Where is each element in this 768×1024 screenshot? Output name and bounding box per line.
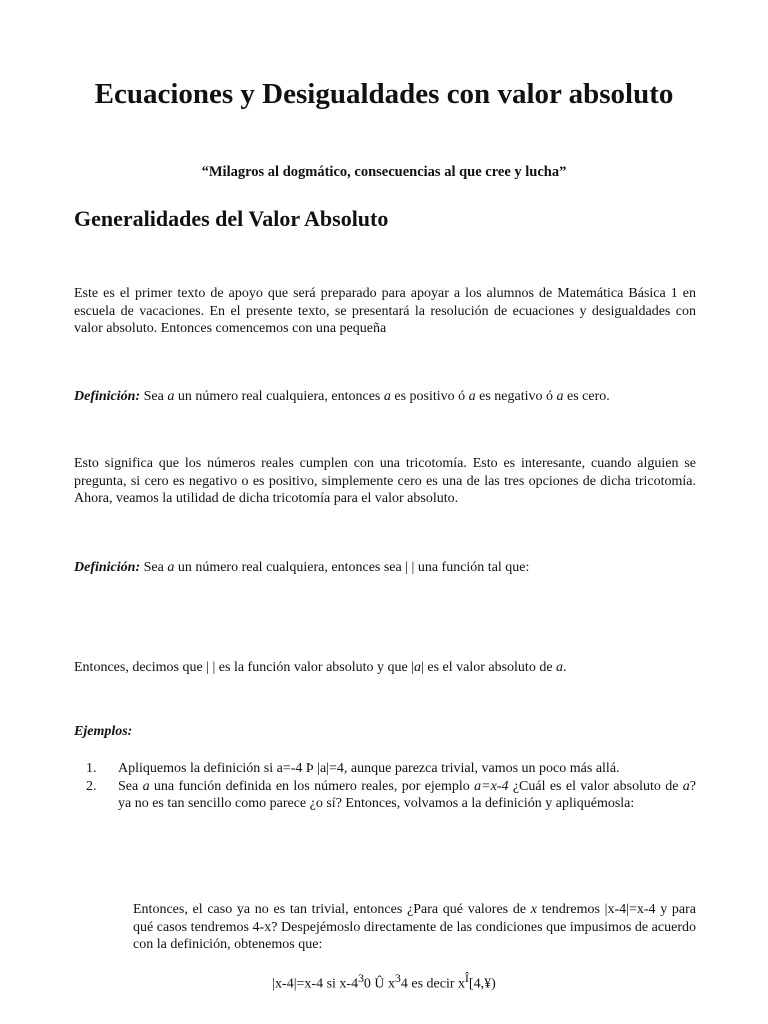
formula-superscript: 3 (395, 972, 401, 985)
tricotomia-paragraph: Esto significa que los números reales cumplen con una tricotomía. Esto es interesante, cuando alguien se pregunta, si cero es negativo o es positivo, simplemente cero es una de las tres opciones de dicha tricotomía. Ahora, veamos la utilidad de dicha tricotomía para el valor absoluto. (74, 456, 696, 506)
definition-text: es cero. (563, 389, 610, 404)
list-number: 2. (86, 778, 97, 794)
formula-text: |x-4|=x-4 si x-4 (272, 976, 359, 992)
statement-text: | es el valor absoluto de (421, 660, 557, 675)
definition-2 (74, 559, 696, 577)
variable-a: a (383, 389, 391, 404)
formula-superscript: 3 (358, 972, 364, 985)
list-item (74, 778, 696, 813)
variable-a: a (556, 660, 564, 675)
formula-text: [4,¥) (468, 976, 496, 992)
document-title: Ecuaciones y Desigualdades con valor absoluto (94, 78, 674, 110)
statement-text: Entonces, decimos que | | es la función valor absoluto y que | (74, 660, 415, 675)
formula-superscript: Î (465, 972, 469, 985)
intro-paragraph: Este es el primer texto de apoyo que será preparado para apoyar a los alumnos de Matemática Básica 1 en escuela de vacaciones. En el presente texto, se presentará la resolución de ecuaciones y desigualdades con valor absoluto. Entonces comencemos con una pequeña (74, 286, 696, 336)
section-heading: Generalidades del Valor Absoluto (74, 206, 389, 231)
variable-a: a (167, 560, 175, 575)
formula-line (0, 972, 768, 993)
definition-text: un número real cualquiera, entonces (174, 389, 384, 404)
case-paragraph (133, 901, 696, 954)
definition-text: Sea (140, 560, 168, 575)
definition-label: Definición: (74, 389, 141, 404)
examples-list (74, 760, 696, 813)
definition-text: Sea (140, 389, 168, 404)
list-number: 1. (86, 761, 97, 776)
example-text: Sea (118, 778, 143, 794)
examples-heading: Ejemplos: (74, 724, 133, 739)
example-expression: a=x-4 (474, 778, 509, 794)
example-text: ? ya no es tan sencillo como parece ¿o sí? Entonces, volvamos a la definición y apliquémosla: (118, 778, 696, 811)
example-text: ¿Cuál es el valor absoluto de (508, 778, 683, 794)
epigraph-quote: “Milagros al dogmático, consecuencias al que cree y lucha” (201, 164, 567, 180)
variable-x: x (530, 902, 537, 917)
example-text: una función definida en los número reales, por ejemplo (149, 778, 475, 794)
formula-text: 4 es decir x (400, 976, 466, 992)
definition-text: es positivo ó (390, 389, 469, 404)
example-text: Apliquemos la definición si a=-4 Þ |a|=4, aunque parezca trivial, vamos un poco más allá. (118, 761, 620, 776)
variable-a: a (556, 389, 564, 404)
variable-a: a (468, 389, 476, 404)
variable-a: a (414, 660, 422, 675)
list-item (74, 760, 696, 778)
definition-text: es negativo ó (475, 389, 557, 404)
definition-text: un número real cualquiera, entonces sea | | una función tal que: (174, 560, 530, 575)
formula-text: 0 Û x (363, 976, 396, 992)
statement-text: . (563, 660, 567, 675)
case-text: Entonces, el caso ya no es tan trivial, entonces ¿Para qué valores de (133, 902, 531, 917)
variable-a: a (682, 778, 690, 794)
case-text: tendremos |x-4|=x-4 y para qué casos tendremos 4-x? Despejémoslo directamente de las condiciones que impusimos de acuerdo con la definición, obtenemos que: (133, 902, 697, 952)
definition-1 (74, 388, 696, 406)
absolute-value-statement (74, 659, 696, 677)
variable-a: a (167, 389, 175, 404)
definition-label: Definición: (74, 560, 141, 575)
variable-a: a (142, 778, 150, 794)
